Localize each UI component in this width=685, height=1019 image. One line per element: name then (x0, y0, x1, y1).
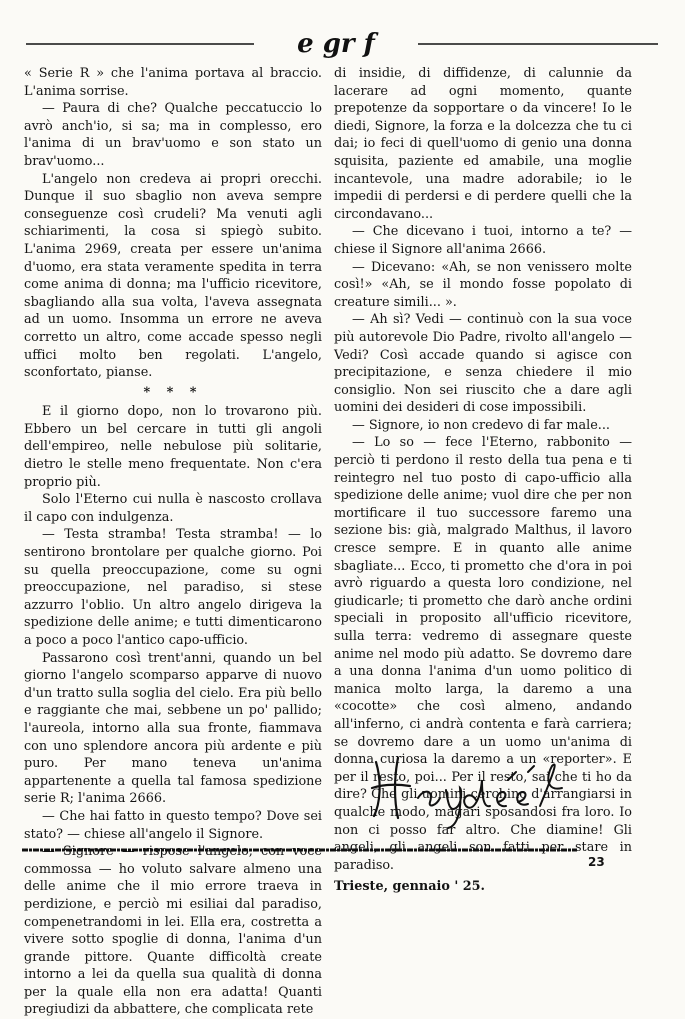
header-ornament-text: e gr f (297, 30, 375, 59)
paragraph: L'angelo non credeva ai propri orecchi. Dunque il suo sbaglio non aveva sempre conseguenze così crudeli? Ma venuti agli schiarimenti, la cosa si spiegò subito. L'anima 2969, creata per essere un'anima d'uomo, era stata veramente spedita in terra come anima di donna; ma l'ufficio ricevitore, sbagliando alla sua volta, l'aveva assegnata ad un uomo. Insomma un errore ne aveva corretto un altro, come accade spesso negli uffici molto ben regolati. L'angelo, sconfortato, pianse. (24, 171, 322, 381)
page-number: 23 (588, 855, 605, 869)
author-signature (358, 742, 598, 832)
paragraph: — Testa stramba! Testa stramba! — lo sentirono brontolare per qualche giorno. Poi su quella preoccupazione, come su ogni preoccupazione, nel paradiso, si stese azzurro l'oblio. Un altro angelo dirigeva la spedizione delle anime; e tutti dimenticarono a poco a poco l'antico capo-ufficio. (24, 527, 322, 648)
paragraph: — Signore — rispose l'angelo, con voce commossa — ho voluto salvare almeno una delle anime che il mio errore traeva in perdizione, e perciò mi esiliai dal paradiso, compenetrandomi in lei. Ella era, costretta a vivere sotto spoglie di donna, l'anima d'un grande pittore. Quante difficoltà create intorno a lei da quella sua qualità di donna per la quale ella non era adatta! Quanti pregiudizi da abbattere, che complicata rete (24, 844, 322, 1018)
header-ornament (22, 30, 662, 70)
paragraph: — Lo so — fece l'Eterno, rabbonito — perciò ti perdono il resto della tua pena e ti reintegro nel tuo posto di capo-ufficio alla spedizione delle anime; vuol dire che per non mortificare il tuo successore faremo una sezione bis: già, malgrado Malthus, il lavoro cresce sempre. E in quanto alle anime sbagliate... Ecco, ti prometto che d'ora in poi avrò riguardo a questa loro condizione, nel giudicarle; ti prometto che darò anche ordini speciali in proposito all'ufficio ricevitore, sulla terra: vedremo di assegnare queste anime nel modo più adatto. Se dovremo dare a una donna l'anima d'un uomo politico di manica molto larga, la daremo a una «cocotte» che così almeno, andando all'inferno, ci andrà contenta e farà carriera; se dovremo dare a un uomo un'anima di donna curiosa la daremo a un «reporter». E per il resto, poi... Per il resto, sai che ti ho da dire? Che gli uomini cerchino d'arrangiarsi in qualche modo, magari sposandosi fra loro. Io non ci posso far altro. Che diamine! Gli angeli, gli angeli son fatti per stare in paradiso. (334, 435, 632, 873)
paragraph: — Dicevano: «Ah, se non venissero molte così!» «Ah, se il mondo fosse popolato di creature simili... ». (334, 259, 632, 310)
paragraph: — Ah sì? Vedi — continuò con la sua voce più autorevole Dio Padre, rivolto all'angelo — Vedi? Così accade quando si agisce con precipitazione, e senza chiedere il mio consiglio. Non sei riuscito che a dare agli uomini dei desideri di cose impossibili. (334, 312, 632, 416)
date-line: Trieste, gennaio ' 25. (334, 879, 485, 895)
paragraph: — Signore, io non credevo di far male... (352, 417, 610, 433)
left-column (24, 65, 322, 1019)
paragraph: di insidie, di diffidenze, di calunnie da lacerare ad ogni momento, quante prepotenze da sopportare o da vincere! Io le diedi, Signore, la forza e la dolcezza che tu ci dai; io feci di quell'uomo di genio una donna squisita, paziente ed amabile, una moglie incantevole, una madre adorabile; io le impedii di perdersi e di perdere quelli che la circondavano... (334, 66, 632, 222)
bottom-rule (22, 845, 577, 855)
paragraph: — Che hai fatto in questo tempo? Dove sei stato? — chiese all'angelo il Signore. (24, 808, 322, 842)
paragraph: E il giorno dopo, non lo trovarono più. Ebbero un bel cercare in tutti gli angoli dell'empireo, nelle nebulose più solitarie, dietro le stelle meno frequentate. Non c'era proprio più. (24, 404, 322, 490)
paragraph: Solo l'Eterno cui nulla è nascosto crollava il capo con indulgenza. (24, 492, 322, 525)
paragraph: Passarono così trent'anni, quando un bel giorno l'angelo scomparso apparve di nuovo d'un tratto sulla soglia del cielo. Era più bello e raggiante che mai, sebbene un po' pallido; l'aureola, intorno alla sua fronte, fiammava con uno splendore ancora più ardente e più puro. Per mano teneva un'anima appartenente a quella tal famosa spedizione serie R; l'anima 2666. (24, 650, 322, 807)
paragraph: — Paura di che? Qualche peccatuccio lo avrò anch'io, si sa; ma in complesso, ero l'anima di un brav'uomo e son stato un brav'uomo... (24, 101, 322, 169)
paragraph: — Che dicevano i tuoi, intorno a te? — chiese il Signore all'anima 2666. (334, 224, 632, 257)
section-break: * * * (143, 384, 203, 400)
paragraph: « Serie R » che l'anima portava al braccio. L'anima sorrise. (24, 66, 322, 99)
